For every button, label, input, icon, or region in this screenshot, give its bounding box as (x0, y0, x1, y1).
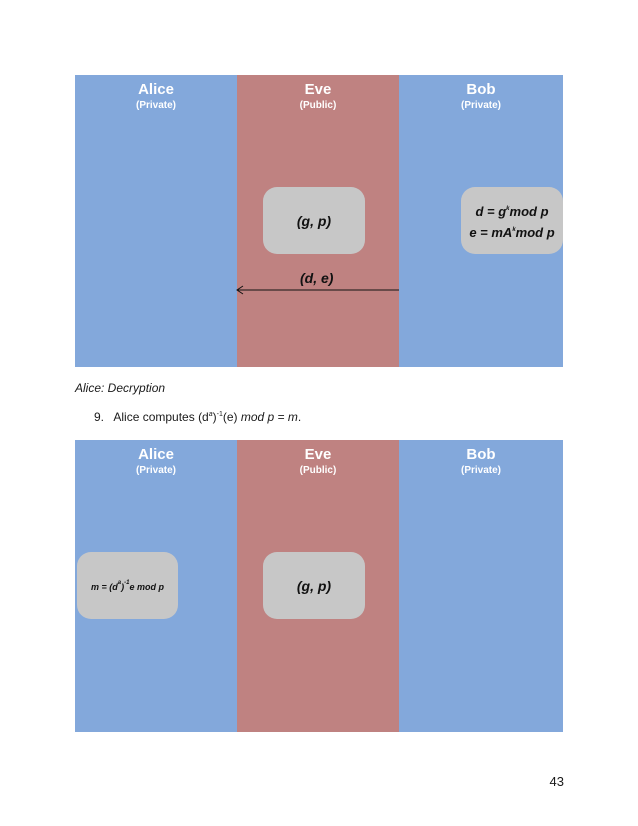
step-number: 9. (94, 410, 105, 424)
eve-header (237, 447, 399, 478)
bob-name: Bob (466, 446, 496, 463)
alice-header (75, 447, 237, 478)
alice-name: Alice (138, 81, 174, 98)
public-params-text: (g, p) (296, 212, 332, 229)
arrow-label: (d, e) (300, 270, 334, 286)
diagram-decryption (75, 440, 563, 732)
eve-role: (Public) (299, 100, 337, 111)
diagram-encryption (75, 75, 563, 367)
bob-role: (Private) (460, 465, 501, 476)
alice-decrypt-formula: $m = (d^a)^{-1}e$ mod p (91, 579, 164, 592)
eve-name: Eve (304, 446, 332, 463)
eve-name: Eve (304, 81, 332, 98)
page-number: 43 (549, 774, 564, 789)
public-params-box (263, 552, 365, 619)
bob-column (399, 440, 563, 732)
bob-name: Bob (466, 81, 496, 98)
step-9: 9. Alice computes $(d^a)^{-1}(e)$ mod p = m. (94, 410, 302, 424)
alice-role: (Private) (135, 465, 176, 476)
alice-decrypt-box (77, 552, 178, 619)
bob-formula-d: $d = g^kmod$ p (475, 203, 549, 219)
section-caption: Alice: Decryption (75, 381, 166, 395)
transmission-arrow (75, 75, 563, 367)
bob-formula-e: $e = mA^kmod$ p (469, 224, 555, 240)
bob-role: (Private) (460, 100, 501, 111)
bob-header (399, 447, 563, 478)
public-params-text: (g, p) (296, 577, 332, 594)
eve-role: (Public) (299, 465, 337, 476)
alice-name: Alice (138, 446, 174, 463)
alice-role: (Private) (135, 100, 176, 111)
